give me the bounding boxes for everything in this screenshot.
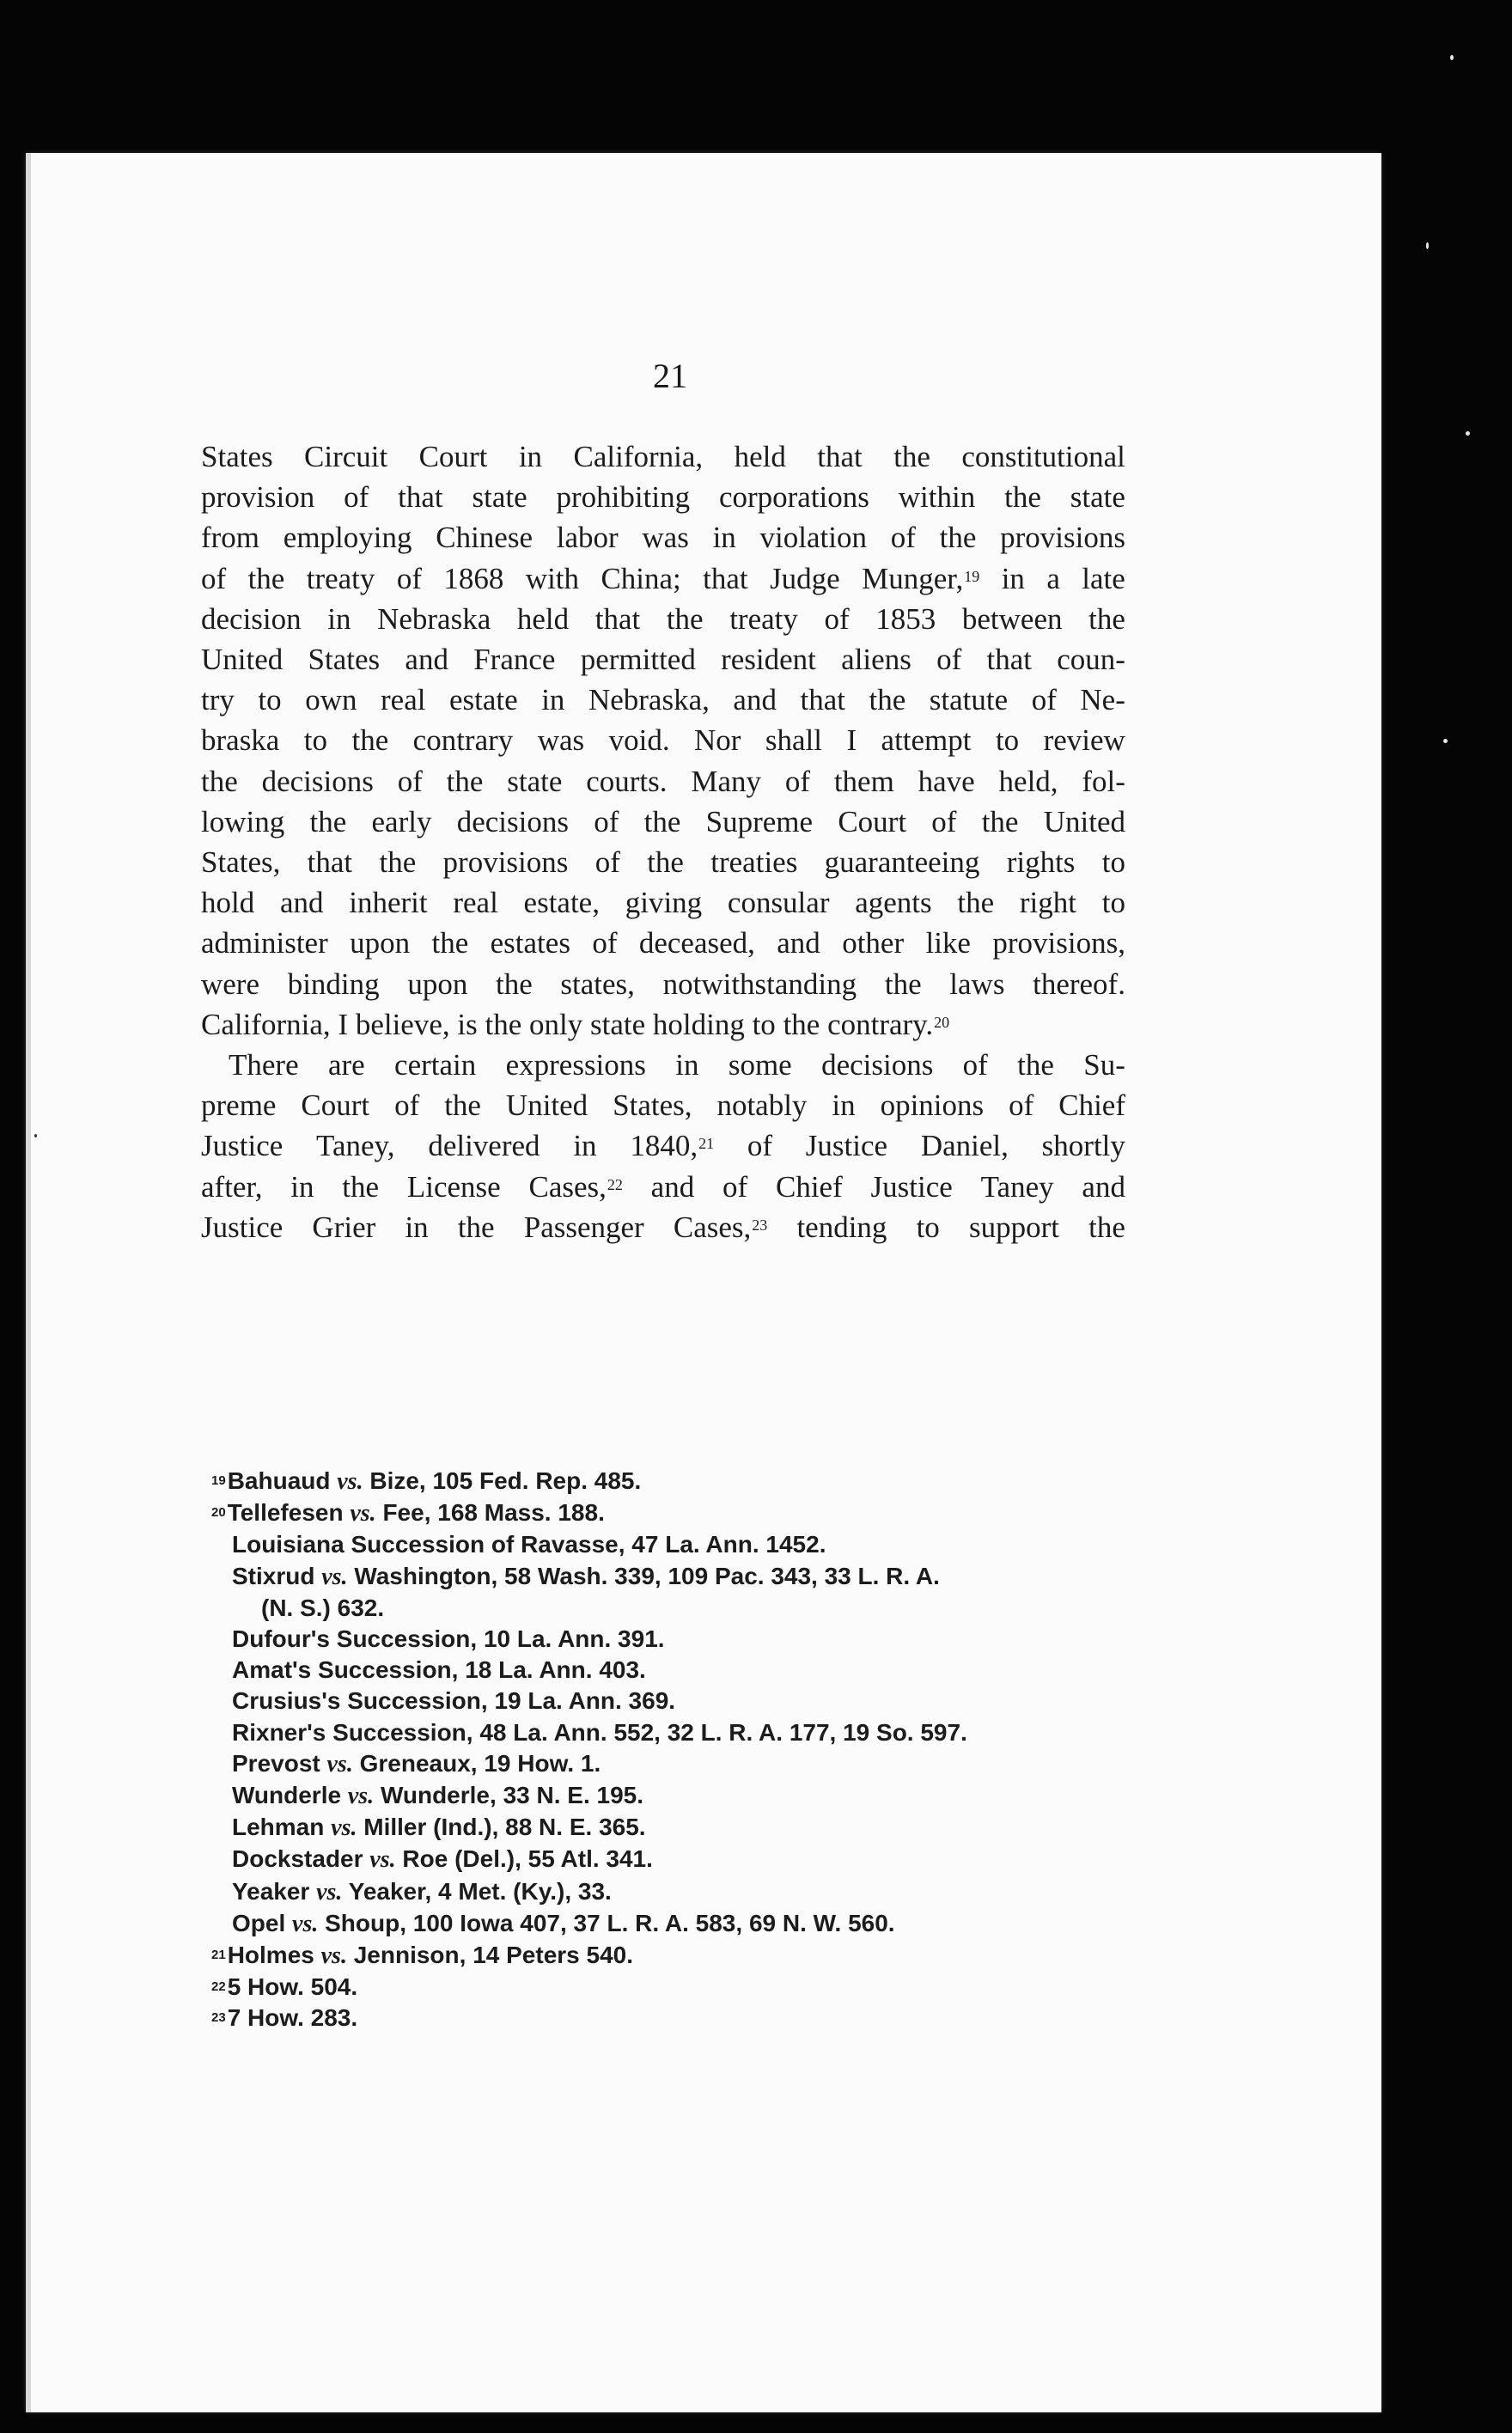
scan-speck [1466, 431, 1470, 436]
footnote-citation: Crusius's Succession, 19 La. Ann. 369. [232, 1687, 676, 1715]
footnote-19: $^{19}$Bahuaud vs. Bize, 105 Fed. Rep. 485. [211, 1467, 642, 1495]
footnote-citation: Dockstader vs. Roe (Del.), 55 Atl. 341. [232, 1845, 653, 1874]
body-line: braska to the contrary was void. Nor shall I attempt to review [201, 723, 1125, 758]
page-edge [26, 153, 31, 2412]
footnote-citation: Amat's Succession, 18 La. Ann. 403. [232, 1656, 646, 1684]
body-line: California, I believe, is the only state holding to the contrary.$^{20}$ [201, 1007, 950, 1041]
body-line: were binding upon the states, notwithstanding the laws thereof. [201, 966, 1125, 1001]
scan-speck [34, 1134, 37, 1137]
body-line: Justice Grier in the Passenger Cases,$^{23}$ tending to support the [201, 1210, 1125, 1244]
footnote-citation: Lehman vs. Miller (Ind.), 88 N. E. 365. [232, 1814, 646, 1842]
scan-speck [1443, 739, 1448, 743]
body-line: United States and France permitted resident aliens of that coun- [201, 643, 1125, 677]
footnote-23: $^{23}$7 How. 283. [211, 2004, 358, 2032]
footnote-citation: Louisiana Succession of Ravasse, 47 La. Ann. 1452. [232, 1531, 826, 1558]
body-line: administer upon the estates of deceased, and other like provisions, [201, 926, 1125, 960]
footnote-citation: Prevost vs. Greneaux, 19 How. 1. [232, 1749, 601, 1777]
body-line: decision in Nebraska held that the treaty of 1853 between the [201, 601, 1125, 636]
body-line: hold and inherit real estate, giving consular agents the right to [201, 886, 1125, 920]
footnote-citation: Wunderle vs. Wunderle, 33 N. E. 195. [232, 1782, 643, 1810]
body-line: States Circuit Court in California, held that the constitutional [201, 440, 1125, 473]
body-line: from employing Chinese labor was in violation of the provisions [201, 521, 1125, 555]
scanned-page [26, 153, 1381, 2412]
body-line: of the treaty of 1868 with China; that Judge Munger,$^{19}$ in a late [201, 561, 1125, 595]
page-number: 21 [653, 357, 687, 395]
footnote-citation: Yeaker vs. Yeaker, 4 Met. (Ky.), 33. [232, 1877, 612, 1906]
body-line: States, that the provisions of the treaties guaranteeing rights to [201, 845, 1125, 880]
body-line: after, in the License Cases,$^{22}$ and of Chief Justice Taney and [201, 1169, 1125, 1204]
footnotes [211, 1466, 1156, 2034]
scan-speck [1450, 55, 1454, 60]
body-line: lowing the early decisions of the Supreme Court of the United [201, 804, 1125, 838]
body-line: the decisions of the state courts. Many of them have held, fol- [201, 764, 1125, 798]
footnote-22: $^{22}$5 How. 504. [211, 1973, 358, 2001]
body-line: There are certain expressions in some decisions of the Su- [229, 1048, 1125, 1082]
body-line: Justice Taney, delivered in 1840,21 of Justice Daniel, shortly [201, 1129, 1125, 1163]
body-line: try to own real estate in Nebraska, and that the statute of Ne- [201, 683, 1125, 717]
footnote-citation: (N. S.) 632. [261, 1594, 385, 1621]
scan-speck [1426, 242, 1429, 249]
footnote-20: $^{20}$Tellefesen vs. Fee, 168 Mass. 188. [211, 1499, 605, 1527]
footnote-citation: Dufour's Succession, 10 La. Ann. 391. [232, 1625, 665, 1653]
body-line: provision of that state prohibiting corporations within the state [201, 480, 1125, 515]
footnote-citation: Rixner's Succession, 48 La. Ann. 552, 32 L. R. A. 177, 19 So. 597. [232, 1718, 967, 1746]
body-line: preme Court of the United States, notably in opinions of Chief [201, 1088, 1125, 1123]
footnote-citation: Opel vs. Shoup, 100 Iowa 407, 37 L. R. A. 583, 69 N. W. 560. [232, 1909, 895, 1937]
body-text [201, 436, 1125, 1247]
footnote-21: $^{21}$Holmes vs. Jennison, 14 Peters 540. [211, 1942, 634, 1970]
footnote-citation: Stixrud vs. Washington, 58 Wash. 339, 109 Pac. 343, 33 L. R. A. [232, 1562, 940, 1590]
